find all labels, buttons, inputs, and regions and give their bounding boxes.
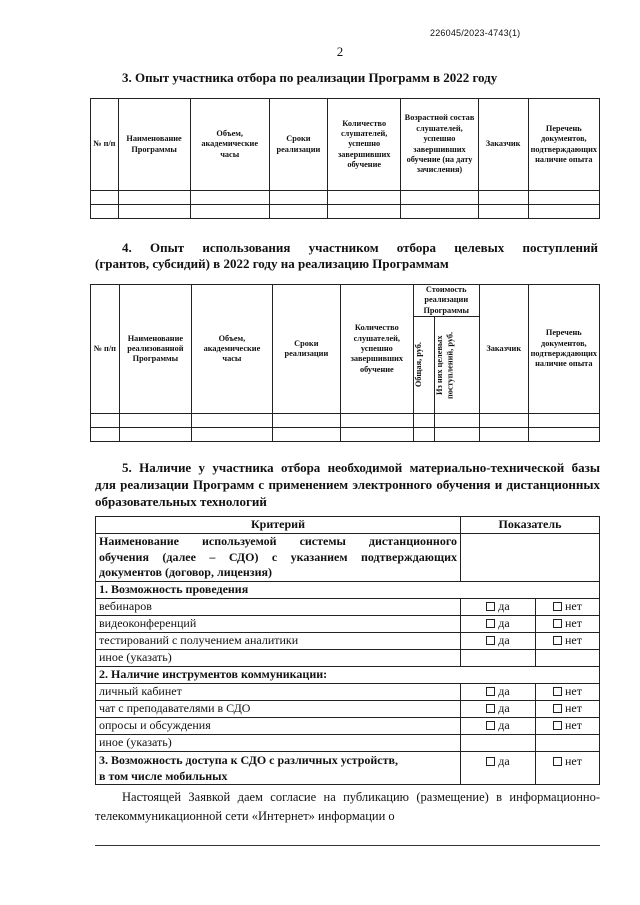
section4-title-line2: (грантов, субсидий) в 2022 году на реализацию Программам <box>95 256 449 271</box>
s5-no-cabinet[interactable]: нет <box>536 683 600 700</box>
s4-header-terms: Сроки реализации <box>272 285 340 414</box>
s5-col-indicator: Показатель <box>461 517 600 534</box>
s5-no-mobile[interactable]: нет <box>536 751 600 784</box>
s5-no-polls[interactable]: нет <box>536 717 600 734</box>
checkbox-icon <box>486 704 495 713</box>
s5-group1-title: 1. Возможность проведения <box>96 581 600 598</box>
s5-item-webinars: вебинаров <box>96 598 461 615</box>
s3-header-volume: Объем, академические часы <box>190 99 269 191</box>
s5-yes-webinars[interactable]: да <box>461 598 536 615</box>
s4-header-num: № п/п <box>91 285 120 414</box>
consent-line2: телекоммуникационной сети «Интернет» информации о <box>95 809 395 823</box>
checkbox-icon <box>553 602 562 611</box>
s3-header-customer: Заказчик <box>478 99 528 191</box>
s5-item-testing: тестирований с получением аналитики <box>96 632 461 649</box>
s4-header-name: Наименование реализованной Программы <box>119 285 192 414</box>
checkbox-icon <box>486 602 495 611</box>
s4-header-cost: Стоимость реализации Программы <box>413 285 479 317</box>
s5-yes-polls[interactable]: да <box>461 717 536 734</box>
s5-yes-cabinet[interactable]: да <box>461 683 536 700</box>
s3-header-num: № п/п <box>91 99 119 191</box>
checkbox-icon <box>553 636 562 645</box>
s4-empty-row <box>91 414 600 428</box>
section4-title-line1: 4. Опыт использования участником отбора целевых поступлений <box>122 240 598 255</box>
s5-group3-title: 3. Возможность доступа к СДО с различных устройств, в том числе мобильных <box>96 751 461 784</box>
checkbox-icon <box>486 721 495 730</box>
s5-sdo-value <box>461 534 600 582</box>
checkbox-icon <box>553 757 562 766</box>
s3-header-age: Возрастной состав слушателей, успешно завершивших обучение (на дату зачисления) <box>401 99 478 191</box>
s5-yes-chat[interactable]: да <box>461 700 536 717</box>
consent-line1: Настоящей Заявкой даем согласие на публикацию (размещение) в информационно- <box>122 790 600 804</box>
s5-yes-mobile[interactable]: да <box>461 751 536 784</box>
s3-header-name: Наименование Программы <box>118 99 190 191</box>
checkbox-icon <box>486 757 495 766</box>
s5-no-testing[interactable]: нет <box>536 632 600 649</box>
s3-empty-row <box>91 205 600 219</box>
s5-sdo-name: Наименование используемой системы дистанционного обучения (далее – СДО) с указанием подтверждающих документов (договор, лицензия) <box>96 534 461 582</box>
s5-item-other1: иное (указать) <box>96 649 461 666</box>
checkbox-icon <box>553 687 562 696</box>
s4-header-customer: Заказчик <box>479 285 528 414</box>
s4-header-count: Количество слушателей, успешно завершивших обучение <box>341 285 414 414</box>
checkbox-icon <box>486 619 495 628</box>
checkbox-icon <box>553 619 562 628</box>
s3-header-docs: Перечень документов, подтверждающих наличие опыта <box>528 99 599 191</box>
s4-header-cost-target: Из них целевых поступлений, руб. <box>435 331 455 399</box>
section5-title-line1: 5. Наличие у участника отбора необходимой материально-технической базы <box>122 460 600 475</box>
s4-empty-row <box>91 428 600 442</box>
s5-item-other2: иное (указать) <box>96 734 461 751</box>
s4-header-cost-total: Общая, руб. <box>413 342 423 388</box>
s3-empty-row <box>91 191 600 205</box>
s5-col-criterion: Критерий <box>96 517 461 534</box>
s5-no-videoconf[interactable]: нет <box>536 615 600 632</box>
s5-item-chat: чат с преподавателями в СДО <box>96 700 461 717</box>
s3-header-count: Количество слушателей, успешно завершивших обучение <box>327 99 400 191</box>
s5-no-webinars[interactable]: нет <box>536 598 600 615</box>
s5-item-videoconf: видеоконференций <box>96 615 461 632</box>
checkbox-icon <box>553 721 562 730</box>
s3-header-terms: Сроки реализации <box>269 99 327 191</box>
section5-title-line3: образовательных технологий <box>95 494 267 509</box>
s5-yes-testing[interactable]: да <box>461 632 536 649</box>
section3-table <box>90 98 600 219</box>
s4-header-volume: Объем, академические часы <box>192 285 272 414</box>
page-number: 2 <box>336 44 344 59</box>
section3-title: 3. Опыт участника отбора по реализации Программ в 2022 году <box>122 70 498 85</box>
bottom-rule <box>95 845 600 846</box>
s5-item-polls: опросы и обсуждения <box>96 717 461 734</box>
checkbox-icon <box>486 687 495 696</box>
section4-table <box>90 284 600 442</box>
checkbox-icon <box>486 636 495 645</box>
s4-header-docs: Перечень документов, подтверждающих наличие опыта <box>528 285 599 414</box>
section5-title-line2: для реализации Программ с применением электронного обучения и дистанционных <box>95 477 600 492</box>
document-id: 226045/2023-4743(1) <box>430 28 521 38</box>
s5-yes-videoconf[interactable]: да <box>461 615 536 632</box>
s5-item-cabinet: личный кабинет <box>96 683 461 700</box>
s5-no-chat[interactable]: нет <box>536 700 600 717</box>
section5-table <box>95 516 600 785</box>
s5-group2-title: 2. Наличие инструментов коммуникации: <box>96 666 600 683</box>
checkbox-icon <box>553 704 562 713</box>
